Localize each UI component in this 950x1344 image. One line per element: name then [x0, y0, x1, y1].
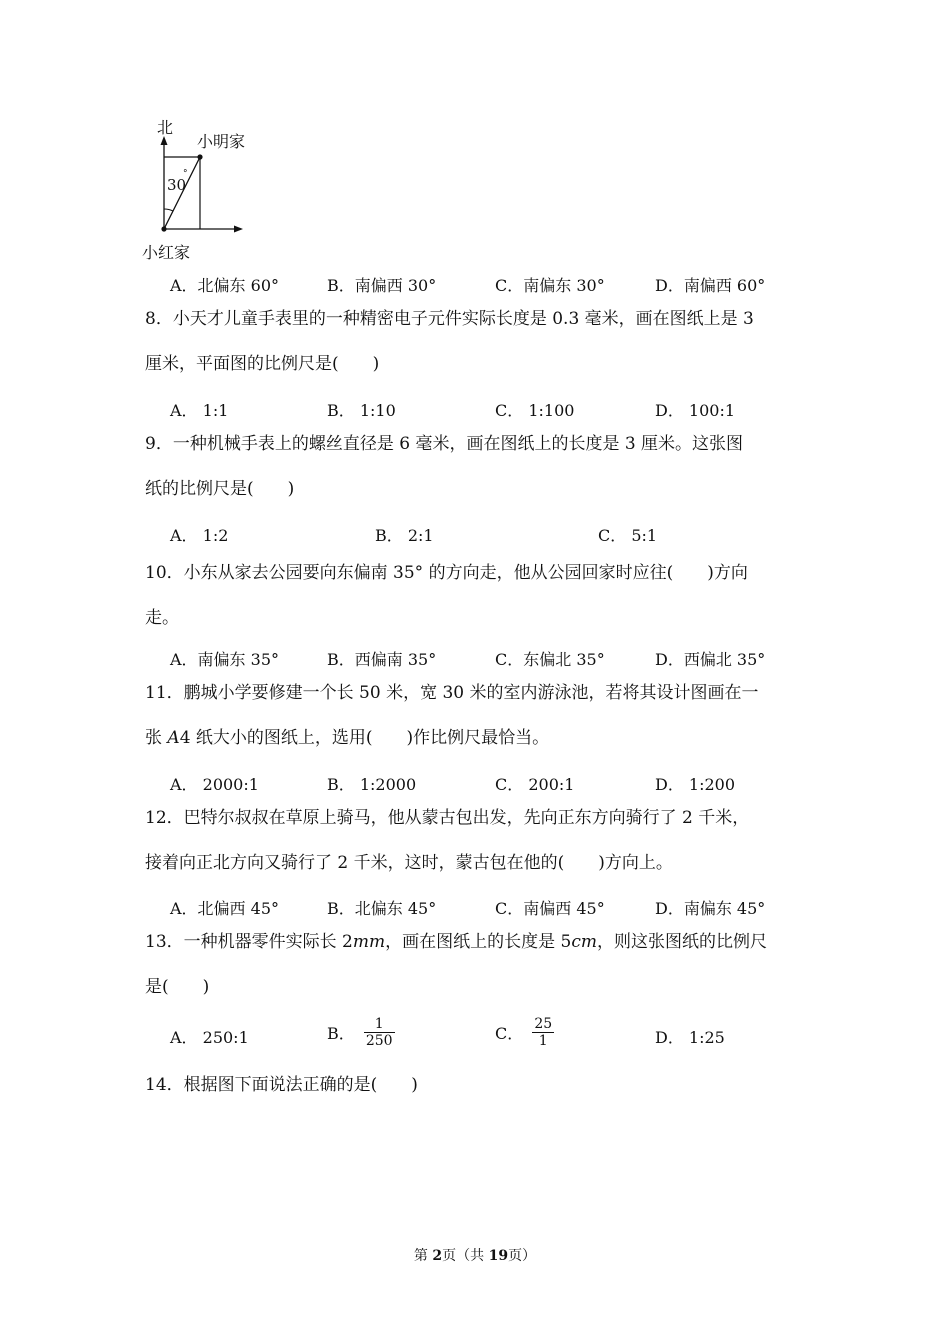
q11-option-b[interactable]: B． 1:2000: [327, 775, 417, 794]
q9-options: [170, 523, 810, 547]
q11-line2: [145, 716, 810, 761]
q9-line1: 9．一种机械手表上的螺丝直径是 6 毫米，画在图纸上的长度是 3 厘米。这张图: [145, 434, 744, 454]
q10-options: [170, 647, 810, 671]
q8-line1: 8．小天才儿童手表里的一种精密电子元件实际长度是 0.3 毫米，画在图纸上是 3: [145, 309, 754, 329]
q9-option-b[interactable]: B． 2:1: [375, 526, 434, 545]
east-arrowhead: [234, 226, 243, 233]
q13-option-b-letter: B．: [327, 1024, 355, 1043]
footer-post: 页）: [508, 1248, 537, 1264]
q11-line2-end: 4 纸大小的图纸上，选用( )作比例尺最恰当。: [179, 728, 550, 748]
footer-mid: 页（共: [442, 1248, 489, 1264]
q11-option-c[interactable]: C． 200:1: [495, 775, 575, 794]
q13-line1: [145, 920, 810, 965]
q13-option-c-numerator: 25: [534, 1016, 553, 1032]
q8-options: [170, 398, 810, 422]
angle-label: 30: [167, 176, 187, 194]
q12-line2: 接着向正北方向又骑行了 2 千米，这时，蒙古包在他的( )方向上。: [145, 853, 673, 873]
q13-line2: 是( ): [145, 977, 210, 997]
q10-option-d[interactable]: D．西偏北 35°: [655, 650, 766, 669]
q10-line2: 走。: [145, 608, 179, 628]
page-footer: [0, 1245, 950, 1265]
q11-options: [170, 772, 810, 796]
footer-page-number: 2: [432, 1248, 443, 1264]
q11-line2-start: 张: [145, 728, 168, 748]
footer-pre: 第: [413, 1248, 433, 1264]
question-9: [145, 422, 810, 512]
q12-option-b[interactable]: B．北偏东 45°: [327, 899, 437, 918]
question-8: [145, 297, 810, 387]
xiaoming-point: [197, 154, 202, 159]
q10-option-a[interactable]: A．南偏东 35°: [170, 650, 280, 669]
q10-option-b[interactable]: B．西偏南 35°: [327, 650, 437, 669]
q8-option-a[interactable]: A． 1:1: [170, 401, 229, 420]
q13-option-c-denominator: 1: [538, 1033, 548, 1049]
q13-option-b-denominator: 250: [365, 1033, 393, 1049]
q13-option-c-fraction: [532, 1016, 554, 1049]
q7-option-c[interactable]: C．南偏东 30°: [495, 276, 605, 295]
q13-unit-cm: cm: [571, 932, 597, 952]
q9-option-c[interactable]: C． 5:1: [598, 526, 658, 545]
q13-option-b[interactable]: [327, 1016, 395, 1049]
q7-option-d[interactable]: D．南偏西 60°: [655, 276, 766, 295]
q7-option-b[interactable]: B．南偏西 30°: [327, 276, 437, 295]
q11-a4-letter: A: [167, 728, 180, 748]
q12-option-a[interactable]: A．北偏西 45°: [170, 899, 280, 918]
question-14: [145, 1063, 810, 1108]
q12-options: [170, 896, 810, 920]
north-label: 北: [157, 118, 174, 137]
q13-unit-mm: mm: [352, 932, 386, 952]
q13-line1-end: ，则这张图纸的比例尺: [597, 932, 767, 952]
q11-option-a[interactable]: A． 2000:1: [170, 775, 259, 794]
xiaohong-label: 小红家: [142, 243, 191, 262]
q8-line2: 厘米，平面图的比例尺是( ): [145, 354, 380, 374]
angle-arc: [164, 209, 173, 211]
q13-option-c-letter: C．: [495, 1024, 524, 1043]
q9-option-a[interactable]: A． 1:2: [170, 526, 229, 545]
xiaohong-point: [161, 226, 166, 231]
q13-option-a[interactable]: A． 250:1: [170, 1028, 249, 1047]
q12-option-d[interactable]: D．南偏东 45°: [655, 899, 766, 918]
q8-option-d[interactable]: D． 100:1: [655, 401, 736, 420]
q13-options: [170, 1016, 810, 1060]
q13-option-d[interactable]: D． 1:25: [655, 1028, 725, 1047]
q11-option-d[interactable]: D． 1:200: [655, 775, 736, 794]
q13-option-b-fraction: [364, 1016, 395, 1049]
question-12: [145, 796, 810, 886]
q13-line1-start: 13．一种机器零件实际长 2: [145, 932, 353, 952]
xiaoming-label: 小明家: [197, 132, 246, 151]
q8-option-c[interactable]: C． 1:100: [495, 401, 575, 420]
q10-option-c[interactable]: C．东偏北 35°: [495, 650, 605, 669]
degree-mark: °: [183, 169, 188, 179]
question-13: [145, 920, 810, 1010]
footer-total-pages: 19: [488, 1248, 509, 1264]
q8-option-b[interactable]: B． 1:10: [327, 401, 396, 420]
question-10: [145, 551, 810, 641]
q14-line1: 14．根据图下面说法正确的是( ): [145, 1075, 418, 1095]
q13-option-b-numerator: 1: [364, 1016, 395, 1033]
q13-option-c[interactable]: [495, 1016, 554, 1049]
q7-option-a[interactable]: A．北偏东 60°: [170, 276, 280, 295]
q9-line2: 纸的比例尺是( ): [145, 479, 295, 499]
q10-line1: 10．小东从家去公园要向东偏南 35° 的方向走，他从公园回家时应往( )方向: [145, 563, 748, 583]
q12-option-c[interactable]: C．南偏西 45°: [495, 899, 605, 918]
q11-line1: 11．鹏城小学要修建一个长 50 米，宽 30 米的室内游泳池，若将其设计图画在一: [145, 683, 759, 703]
direction-diagram: [140, 112, 270, 262]
question-11: [145, 671, 810, 761]
q7-options: [170, 273, 810, 297]
q12-line1: 12．巴特尔叔叔在草原上骑马，他从蒙古包出发，先向正东方向骑行了 2 千米，: [145, 808, 750, 828]
q13-line1-mid: ，画在图纸上的长度是 5: [385, 932, 572, 952]
